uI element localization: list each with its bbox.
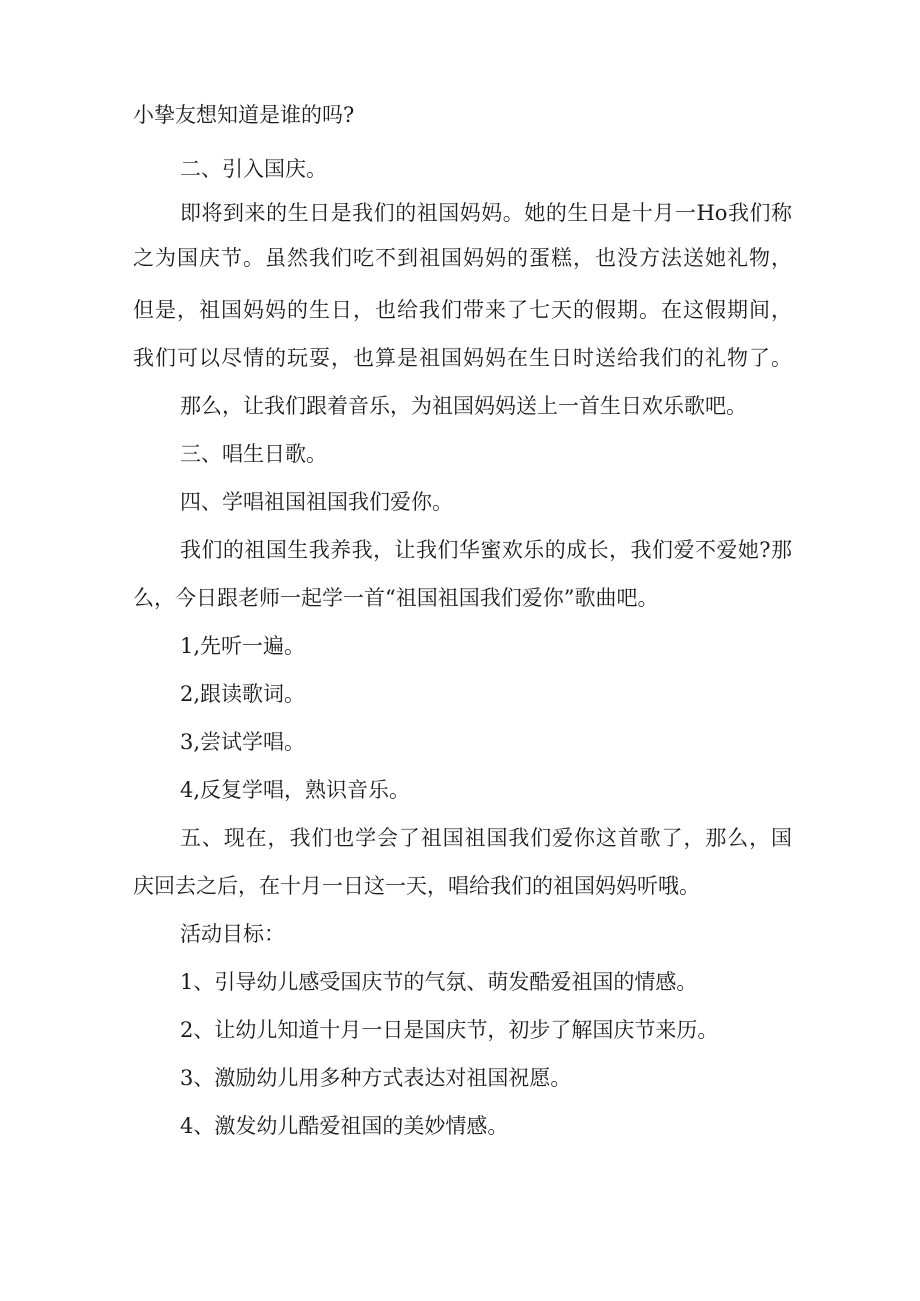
paragraph-line-10: 我们的祖国生我养我，让我们华蜜欢乐的成长，我们爱不爱她?那: [180, 538, 792, 562]
section-heading-2: 二、引入国庆。: [180, 157, 327, 181]
goal-item-1: 1、引导幼儿感受国庆节的气氛、萌发酷爱祖国的情感。: [180, 970, 698, 994]
section-heading-3: 三、唱生日歌。: [180, 442, 327, 466]
paragraph-line-11: 么，今日跟老师一起学一首“祖国祖国我们爱你”歌曲吧。: [133, 586, 659, 610]
section-heading-4: 四、学唱祖国祖国我们爱你。: [180, 490, 453, 514]
paragraph-line-3: 即将到来的生日是我们的祖国妈妈。她的生日是十月一Ho我们称: [180, 201, 792, 225]
paragraph-line-17: 庆回去之后，在十月一日这一天，唱给我们的祖国妈妈听哦。: [133, 874, 700, 898]
step-item-3: 3,尝试学唱。: [180, 730, 306, 754]
paragraph-line-7: 那么，让我们跟着音乐，为祖国妈妈送上一首生日欢乐歌吧。: [180, 394, 747, 418]
step-item-2: 2,跟读歌词。: [180, 682, 306, 706]
step-item-1: 1,先听一遍。: [180, 634, 306, 658]
activity-goals-heading: 活动目标：: [180, 922, 285, 946]
paragraph-line-16: 五、现在，我们也学会了祖国祖国我们爱你这首歌了，那么，国: [180, 826, 792, 850]
paragraph-line-4: 之为国庆节。虽然我们吃不到祖国妈妈的蛋糕，也没方法送她礼物，: [133, 246, 792, 270]
step-item-4: 4,反复学唱，熟识音乐。: [180, 778, 411, 802]
goal-item-4: 4、激发幼儿酷爱祖国的美妙情感。: [180, 1114, 509, 1138]
goal-item-3: 3、激励幼儿用多种方式表达对祖国祝愿。: [180, 1066, 572, 1090]
paragraph-line-5: 但是，祖国妈妈的生日，也给我们带来了七天的假期。在这假期间，: [133, 298, 792, 322]
goal-item-2: 2、让幼儿知道十月一日是国庆节，初步了解国庆节来历。: [180, 1018, 719, 1042]
paragraph-line-6: 我们可以尽情的玩耍，也算是祖国妈妈在生日时送给我们的礼物了。: [133, 346, 792, 370]
text-line-1: 小挚友想知道是谁的吗?: [133, 103, 355, 127]
